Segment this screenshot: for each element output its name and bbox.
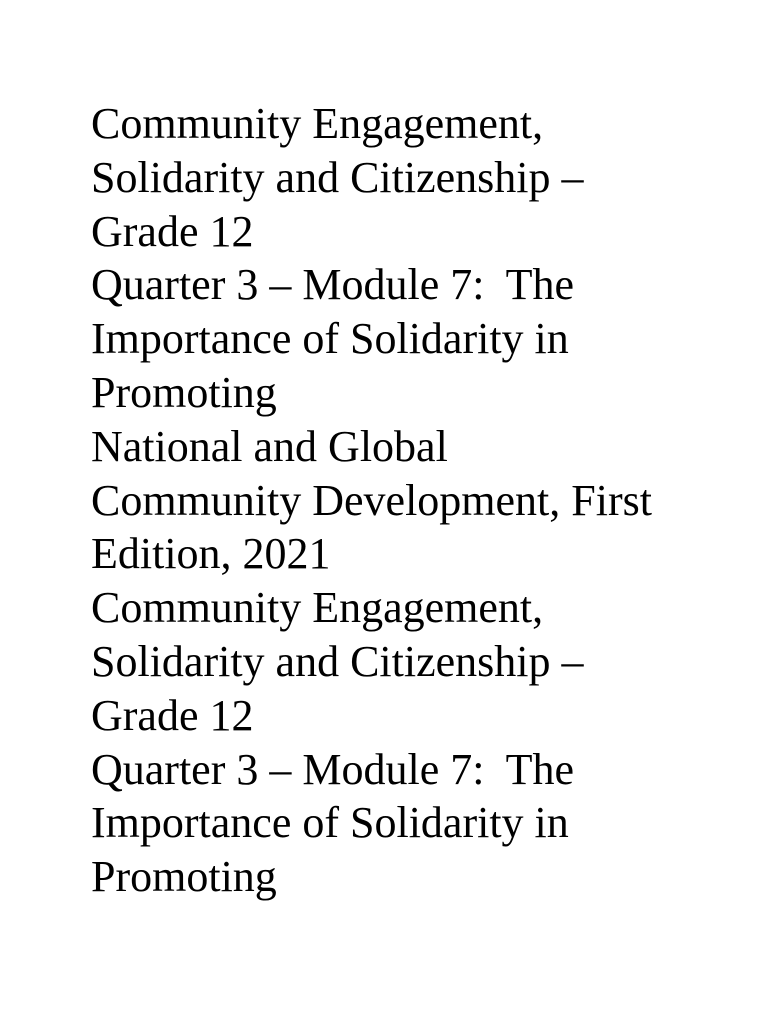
document-text-block — [91, 97, 751, 904]
text-line: Edition, 2021 — [91, 529, 331, 579]
text-line: Solidarity and Citizenship – — [91, 636, 584, 686]
text-line: Community Engagement, — [91, 99, 544, 148]
text-line: Promoting — [91, 852, 277, 902]
text-line: Importance of Solidarity in — [91, 314, 569, 364]
text-line: Community Development, First — [91, 475, 652, 525]
text-line: National and Global — [91, 421, 448, 471]
text-line: Grade 12 — [91, 206, 254, 256]
text-line: Grade 12 — [91, 690, 254, 740]
text-line: Community Engagement, — [91, 583, 544, 633]
text-line: Promoting — [91, 367, 277, 417]
text-line: Solidarity and Citizenship – — [91, 152, 584, 202]
text-line: Quarter 3 – Module 7: The — [91, 744, 575, 794]
text-line: Importance of Solidarity in — [91, 798, 569, 848]
text-line: Quarter 3 – Module 7: The — [91, 260, 575, 310]
